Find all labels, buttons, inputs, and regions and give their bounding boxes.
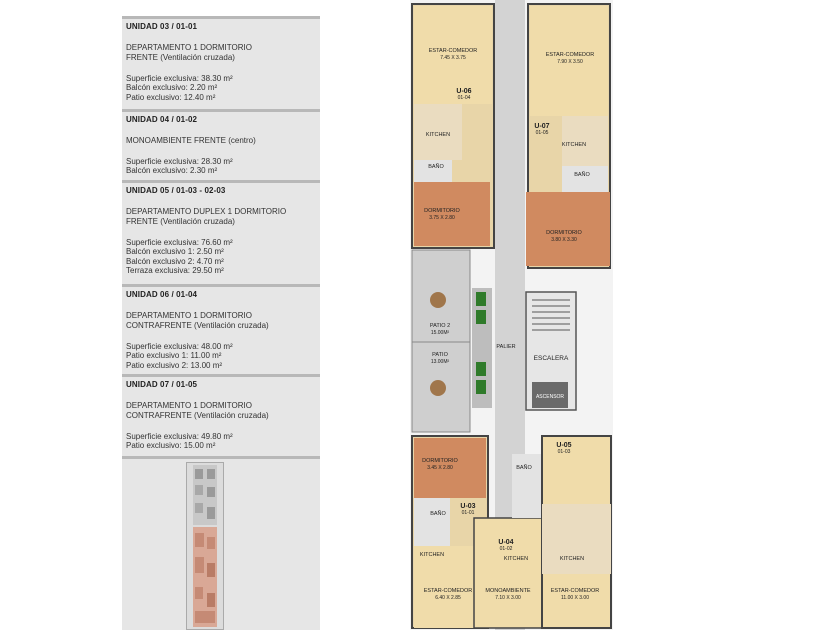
unit-description-line: DEPARTAMENTO DUPLEX 1 DORMITORIO	[126, 207, 287, 216]
unit-spec-line: Patio exclusivo 1: 11.00 m²	[126, 351, 222, 361]
room-dimension: 15.00M²	[430, 330, 450, 336]
unit-spec-line: Superficie exclusiva: 48.00 m²	[126, 342, 233, 351]
unit-header: UNIDAD 07 / 01-05	[126, 380, 198, 389]
unit-spec-line: Balcón exclusivo 2: 4.70 m²	[126, 256, 224, 266]
unit-header: UNIDAD 05 / 01-03 - 02-03	[126, 186, 226, 195]
unit-spec-line: Terraza exclusiva: 29.50 m²	[126, 265, 224, 275]
unit-tag-sub: 01-02	[499, 546, 513, 552]
unit-description-line: MONOAMBIENTE FRENTE (centro)	[126, 136, 256, 145]
room-label: KITCHEN	[503, 556, 529, 562]
unit-spec-line: Superficie exclusiva: 49.80 m²	[126, 432, 233, 441]
unit-card	[122, 377, 320, 459]
unit-description	[126, 311, 316, 331]
room-label: BAÑO	[428, 164, 444, 170]
room-label: ESTAR-COMEDOR	[428, 48, 478, 54]
unit-description-line: CONTRAFRENTE (Ventilación cruzada)	[126, 411, 269, 420]
room-label: KITCHEN	[419, 552, 445, 558]
unit-description-line: FRENTE (Ventilación cruzada)	[126, 217, 235, 226]
unit-tag: U-04	[498, 539, 514, 546]
unit-spec-line: Balcón exclusivo: 2.30 m²	[126, 166, 218, 176]
room-dimension: 7.90 X 3.50	[557, 59, 583, 65]
ascensor-label: ASCENSOR	[535, 394, 565, 400]
unit-description	[126, 401, 316, 421]
unit-spec-line: Patio exclusivo: 12.40 m²	[126, 92, 216, 102]
unit-header: UNIDAD 06 / 01-04	[126, 290, 198, 299]
room-dimension: 3.75 X 2.80	[429, 215, 455, 221]
unit-description-line: DEPARTAMENTO 1 DORMITORIO	[126, 311, 252, 320]
room-dimension: 11.00 X 3.00	[561, 595, 589, 601]
room-label: ESTAR-COMEDOR	[550, 588, 600, 594]
unit-spec-line: Superficie exclusiva: 38.30 m²	[126, 74, 233, 83]
unit-spec-line: Patio exclusivo: 15.00 m²	[126, 441, 216, 451]
unit-header: UNIDAD 03 / 01-01	[126, 22, 198, 31]
escalera-label: ESCALERA	[533, 355, 569, 362]
unit-tag: U-06	[456, 88, 472, 95]
room-label: BAÑO	[516, 465, 532, 471]
unit-description	[126, 43, 316, 63]
room-label: MONOAMBIENTE	[485, 588, 531, 594]
unit-spec-line: Superficie exclusiva: 76.60 m²	[126, 238, 233, 247]
unit-card	[122, 112, 320, 183]
unit-spec-line: Patio exclusivo 2: 13.00 m²	[126, 360, 223, 370]
unit-description-line: FRENTE (Ventilación cruzada)	[126, 53, 235, 62]
unit-description-line: DEPARTAMENTO 1 DORMITORIO	[126, 401, 252, 410]
room-label: PATIO	[432, 352, 448, 358]
unit-description	[126, 207, 316, 227]
unit-description	[126, 136, 316, 146]
unit-tag: U-03	[460, 503, 476, 510]
unit-specs	[126, 432, 316, 451]
unit-description-line: CONTRAFRENTE (Ventilación cruzada)	[126, 321, 269, 330]
unit-card	[122, 287, 320, 377]
unit-tag-sub: 01-05	[535, 130, 549, 136]
unit-spec-line: Balcón exclusivo: 2.20 m²	[126, 83, 218, 93]
room-label: KITCHEN	[559, 556, 585, 562]
room-label: BAÑO	[430, 511, 446, 517]
unit-specs	[126, 74, 316, 102]
unit-header: UNIDAD 04 / 01-02	[126, 115, 198, 124]
room-label: ESTAR-COMEDOR	[423, 588, 473, 594]
unit-spec-line: Superficie exclusiva: 28.30 m²	[126, 157, 233, 166]
room-dimension: 13.00M²	[430, 359, 450, 365]
thumbnail-plan-image	[187, 463, 223, 629]
unit-tag: U-07	[534, 123, 550, 130]
unit-tag-sub: 01-04	[457, 95, 471, 101]
room-dimension: 3.45 X 2.80	[427, 465, 453, 471]
unit-tag-sub: 01-01	[461, 510, 475, 516]
room-dimension: 7.10 X 3.00	[495, 595, 521, 601]
unit-tag-sub: 01-03	[557, 449, 571, 455]
room-dimension: 6.40 X 2.85	[435, 595, 461, 601]
room-label: DORMITORIO	[424, 208, 460, 214]
unit-specs	[126, 238, 316, 275]
room-dimension: 3.80 X 3.30	[551, 237, 577, 243]
room-dimension: 7.45 X 3.75	[440, 55, 466, 61]
floor-plan-drawing	[410, 0, 613, 630]
room-label: DORMITORIO	[546, 230, 582, 236]
unit-spec-line: Balcón exclusivo 1: 2.50 m²	[126, 247, 224, 257]
room-label: DORMITORIO	[422, 458, 458, 464]
building-thumbnail	[186, 462, 224, 630]
unit-tag: U-05	[556, 442, 572, 449]
room-label: BAÑO	[574, 172, 590, 178]
unit-card	[122, 183, 320, 287]
room-label: PATIO 2	[429, 323, 451, 329]
unit-specs	[126, 157, 316, 176]
room-label: KITCHEN	[425, 132, 451, 138]
unit-card	[122, 19, 320, 112]
unit-description-line: DEPARTAMENTO 1 DORMITORIO	[126, 43, 252, 52]
room-label: ESTAR-COMEDOR	[545, 52, 595, 58]
floor-plan	[410, 0, 613, 630]
palier-label: PALIER	[496, 344, 516, 350]
unit-specs	[126, 342, 316, 370]
room-label: KITCHEN	[561, 142, 587, 148]
